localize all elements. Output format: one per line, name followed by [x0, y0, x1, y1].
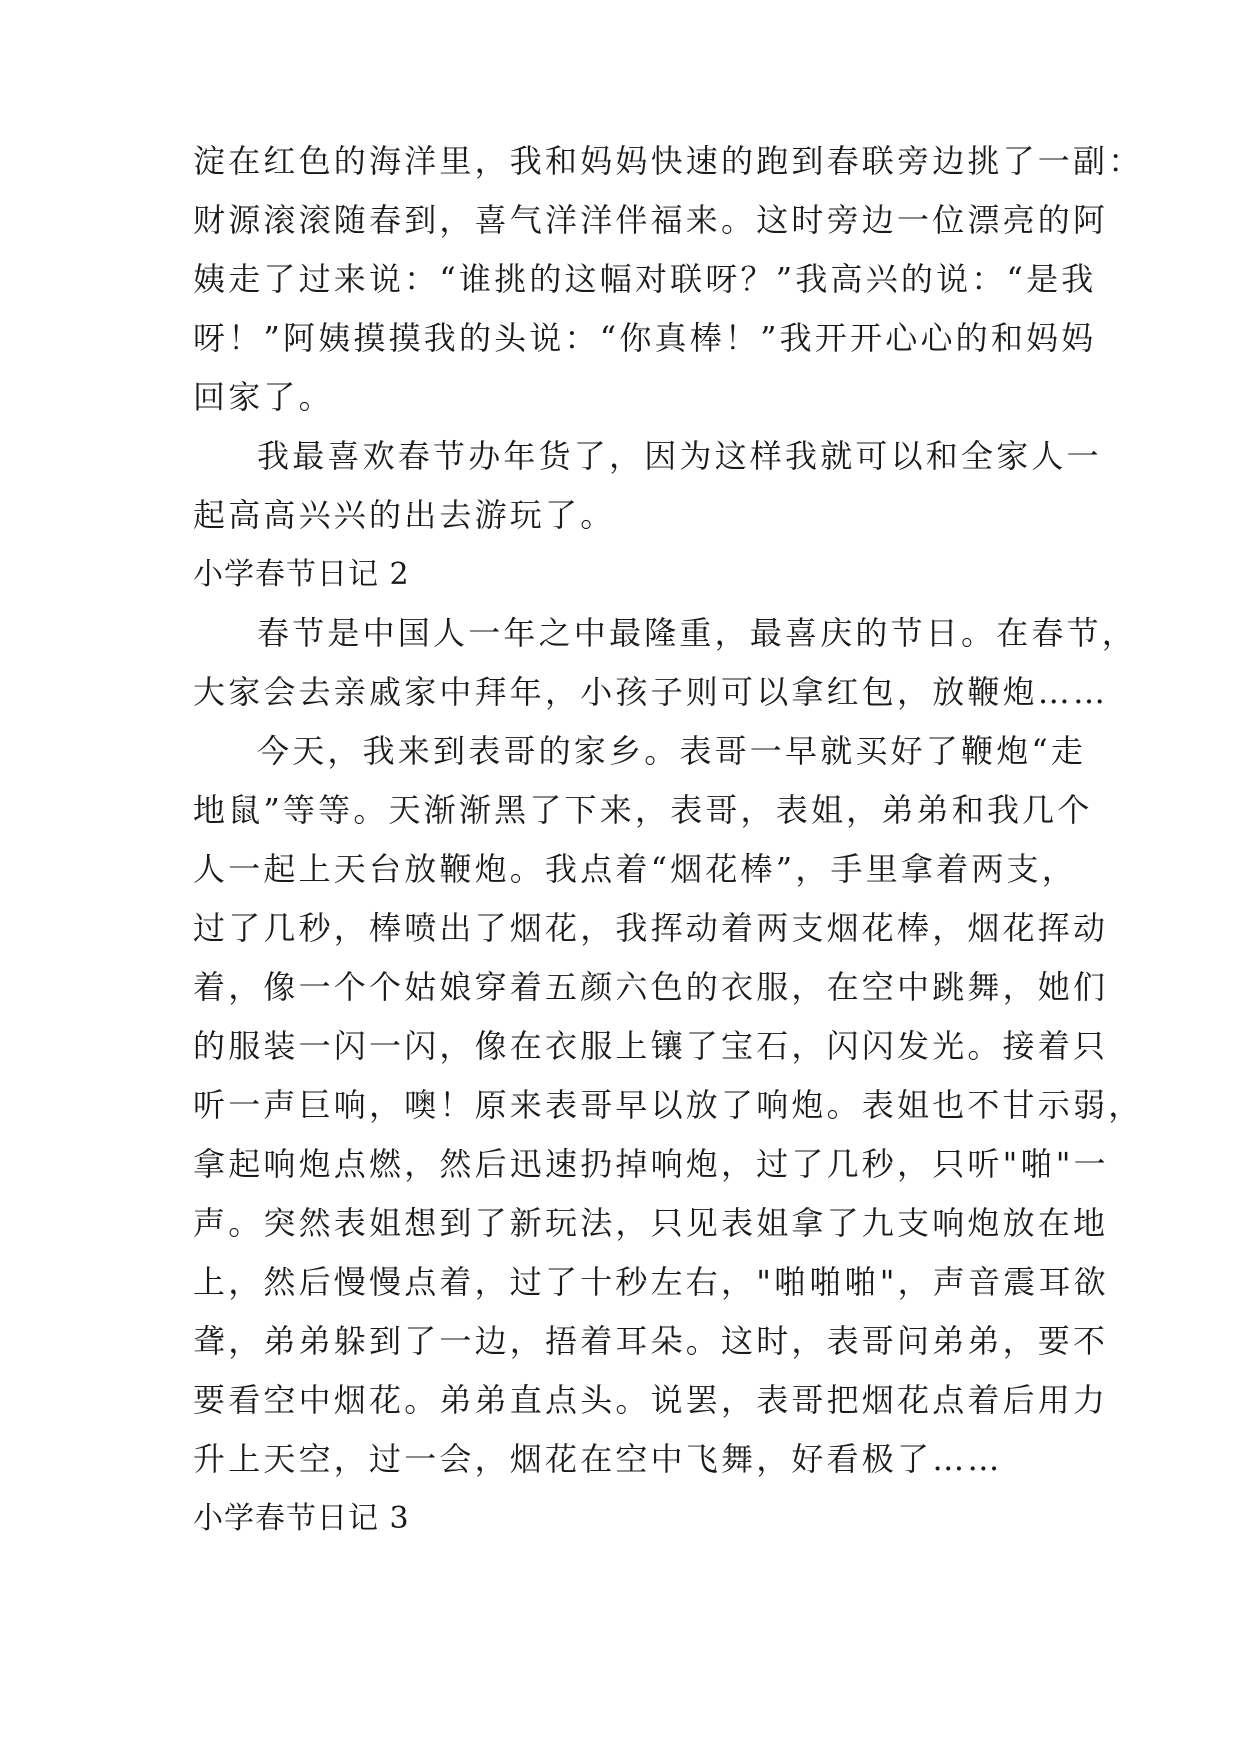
- paragraph: [193, 722, 1144, 1489]
- section-heading: 小学春节日记 2: [193, 557, 410, 592]
- text-line: 上，然后慢慢点着，过了十秒左右，"啪啪啪"，声音震耳欲: [193, 1263, 1109, 1301]
- section-1: [193, 132, 1144, 545]
- text-line: 听一声巨响，噢！原来表哥早以放了响炮。表姐也不甘示弱，: [193, 1086, 1144, 1124]
- section-2: [193, 545, 1144, 1489]
- text-line: 要看空中烟花。弟弟直点头。说罢，表哥把烟花点着后用力: [193, 1381, 1109, 1419]
- text-line: 淀在红色的海洋里，我和妈妈快速的跑到春联旁边挑了一副：: [193, 142, 1144, 180]
- text-line: 我最喜欢春节办年货了，因为这样我就可以和全家人一: [257, 437, 1102, 475]
- text-line: 财源滚滚随春到，喜气洋洋伴福来。这时旁边一位漂亮的阿: [193, 201, 1109, 239]
- text-line: 过了几秒，棒喷出了烟花，我挥动着两支烟花棒，烟花挥动: [193, 909, 1109, 947]
- text-line: 起高高兴兴的出去游玩了。: [193, 496, 616, 534]
- text-line: 人一起上天台放鞭炮。我点着“烟花棒”，手里拿着两支，: [193, 850, 1077, 888]
- text-line: 拿起响炮点燃，然后迅速扔掉响炮，过了几秒，只听"啪"一: [193, 1145, 1109, 1183]
- text-line: 的服装一闪一闪，像在衣服上镶了宝石，闪闪发光。接着只: [193, 1027, 1109, 1065]
- text-line: 聋，弟弟躲到了一边，捂着耳朵。这时，表哥问弟弟，要不: [193, 1322, 1109, 1360]
- text-line: 呀！”阿姨摸摸我的头说：“你真棒！”我开开心心的和妈妈: [193, 319, 1097, 357]
- text-line: 声。突然表姐想到了新玩法，只见表姐拿了九支响炮放在地: [193, 1204, 1109, 1242]
- text-line: 姨走了过来说：“谁挑的这幅对联呀？”我高兴的说：“是我: [193, 260, 1097, 298]
- text-line: 着，像一个个姑娘穿着五颜六色的衣服，在空中跳舞，她们: [193, 968, 1109, 1006]
- text-line: 地鼠”等等。天渐渐黑了下来，表哥，表姐，弟弟和我几个: [193, 791, 1093, 829]
- text-line: 回家了。: [193, 378, 334, 416]
- text-line: 今天，我来到表哥的家乡。表哥一早就买好了鞭炮“走: [257, 732, 1087, 770]
- paragraph: [193, 604, 1138, 722]
- text-line: 大家会去亲戚家中拜年，小孩子则可以拿红包，放鞭炮……: [193, 673, 1109, 711]
- paragraph: [193, 132, 1144, 427]
- paragraph: [193, 427, 1102, 545]
- text-line: 升上天空，过一会，烟花在空中飞舞，好看极了……: [193, 1440, 1003, 1478]
- text-line: 春节是中国人一年之中最隆重，最喜庆的节日。在春节，: [257, 614, 1138, 652]
- document-page: [193, 132, 1144, 1548]
- section-3: [193, 1489, 1053, 1548]
- section-heading: 小学春节日记 3: [193, 1501, 410, 1536]
